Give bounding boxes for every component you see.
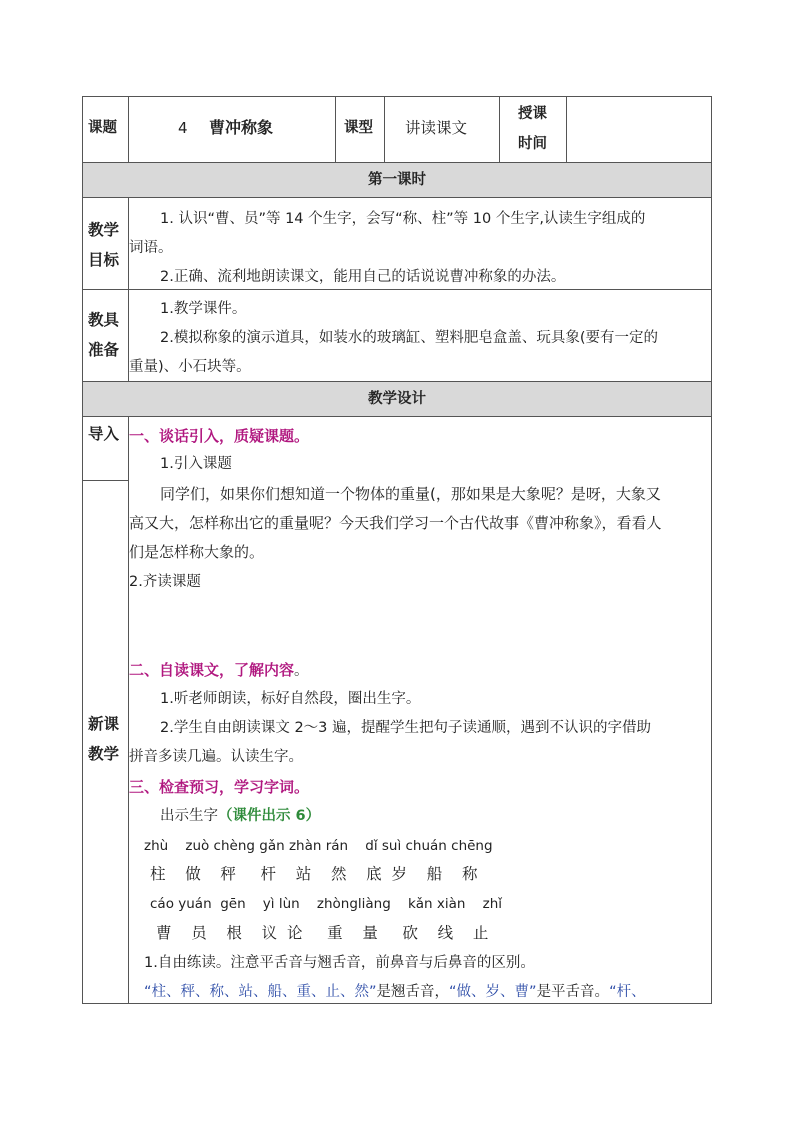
retroflex-chars: “柱、秤、称、站、船、重、止、然” [144,984,377,1000]
section-2-title: 二、自读课文，了解内容 [129,661,295,679]
goal-item-1-line1: 1. 认识“曹、员”等 14 个生字，会写“称、柱”等 10 个生字,认读生字组成的 [160,211,646,227]
section-3-last-line [144,982,646,1002]
retroflex-text: 是翘舌音， [376,984,450,1000]
material-item-2-line2: 重量)、小石块等。 [129,359,251,375]
design-title: 教学设计 [368,391,426,407]
time-label-line2: 时间 [518,136,547,152]
pinyin-row-1: zhù zuò chèng gǎn zhàn rán dǐ suì chuán chēng [144,838,493,854]
goal-item-1-line2: 词语。 [129,240,173,256]
materials-label-line1: 教具 [88,311,120,329]
type-label: 课型 [344,120,373,136]
next-chars: “杆、 [609,984,646,1000]
chars-row-2: 曹 员 根 议 论 重 量 砍 线 止 [156,924,489,942]
topic-label: 课题 [88,120,117,136]
section-1-paragraph-line1: 同学们，如果你们想知道一个物体的重量(，那如果是大象呢？是呀，大象又 [160,485,661,503]
type-value: 讲读课文 [405,119,468,137]
show-chars-note: （课件出示 6） [218,808,321,824]
flat-text: 是平舌音。 [536,984,610,1000]
goals-label-line2: 目标 [88,251,120,269]
section-1-title: 一、谈话引入，质疑课题。 [129,427,310,445]
section-1-item-1: 1.引入课题 [160,456,232,472]
goals-label-line1: 教学 [88,221,120,239]
section-2-item-2-line2: 拼音多读几遍。认读生字。 [129,749,303,765]
section-1-item-2: 2.齐读课题 [129,574,201,590]
intro-label: 导入 [88,425,120,443]
section-2-dot: 。 [294,663,309,679]
lesson-number: 4 [178,119,188,137]
pinyin-row-2: cáo yuán gēn yì lùn zhòngliàng kǎn xiàn zhǐ [150,896,503,912]
material-item-2-line1: 2.模拟称象的演示道具，如装水的玻璃缸、塑料肥皂盒盖、玩具象(要有一定的 [160,330,658,346]
section-2-item-2-line1: 2.学生自由朗读课文 2～3 遍，提醒学生把句子读通顺，遇到不认识的字借助 [160,720,652,736]
chars-row-1: 柱 做 秤 杆 站 然 底 岁 船 称 [150,865,478,883]
materials-label-line2: 准备 [88,341,120,359]
section-2-item-1: 1.听老师朗读，标好自然段，圈出生字。 [160,691,421,707]
section-1-paragraph-line3: 们是怎样称大象的。 [129,543,265,561]
section-2-title-row [129,660,309,681]
new-lesson-label-line2: 教学 [88,745,120,763]
section-3-item-1: 1.自由练读。注意平舌音与翘舌音，前鼻音与后鼻音的区别。 [144,955,535,971]
goal-item-2: 2.正确、流利地朗读课文，能用自己的话说说曹冲称象的办法。 [160,269,566,285]
material-item-1: 1.教学课件。 [160,301,247,317]
flat-chars: “做、岁、曹” [449,984,537,1000]
period-title: 第一课时 [368,172,426,188]
show-chars-row [160,806,320,826]
new-lesson-label-line1: 新课 [88,715,120,733]
time-label-line1: 授课 [518,106,547,122]
show-chars-label: 出示生字 [160,808,218,824]
lesson-title: 曹冲称象 [209,118,274,137]
section-3-title: 三、检查预习，学习字词。 [129,778,310,796]
section-1-paragraph-line2: 高又大，怎样称出它的重量呢？今天我们学习一个古代故事《曹冲称象》，看看人 [129,514,662,532]
lesson-plan-table [82,96,712,1004]
